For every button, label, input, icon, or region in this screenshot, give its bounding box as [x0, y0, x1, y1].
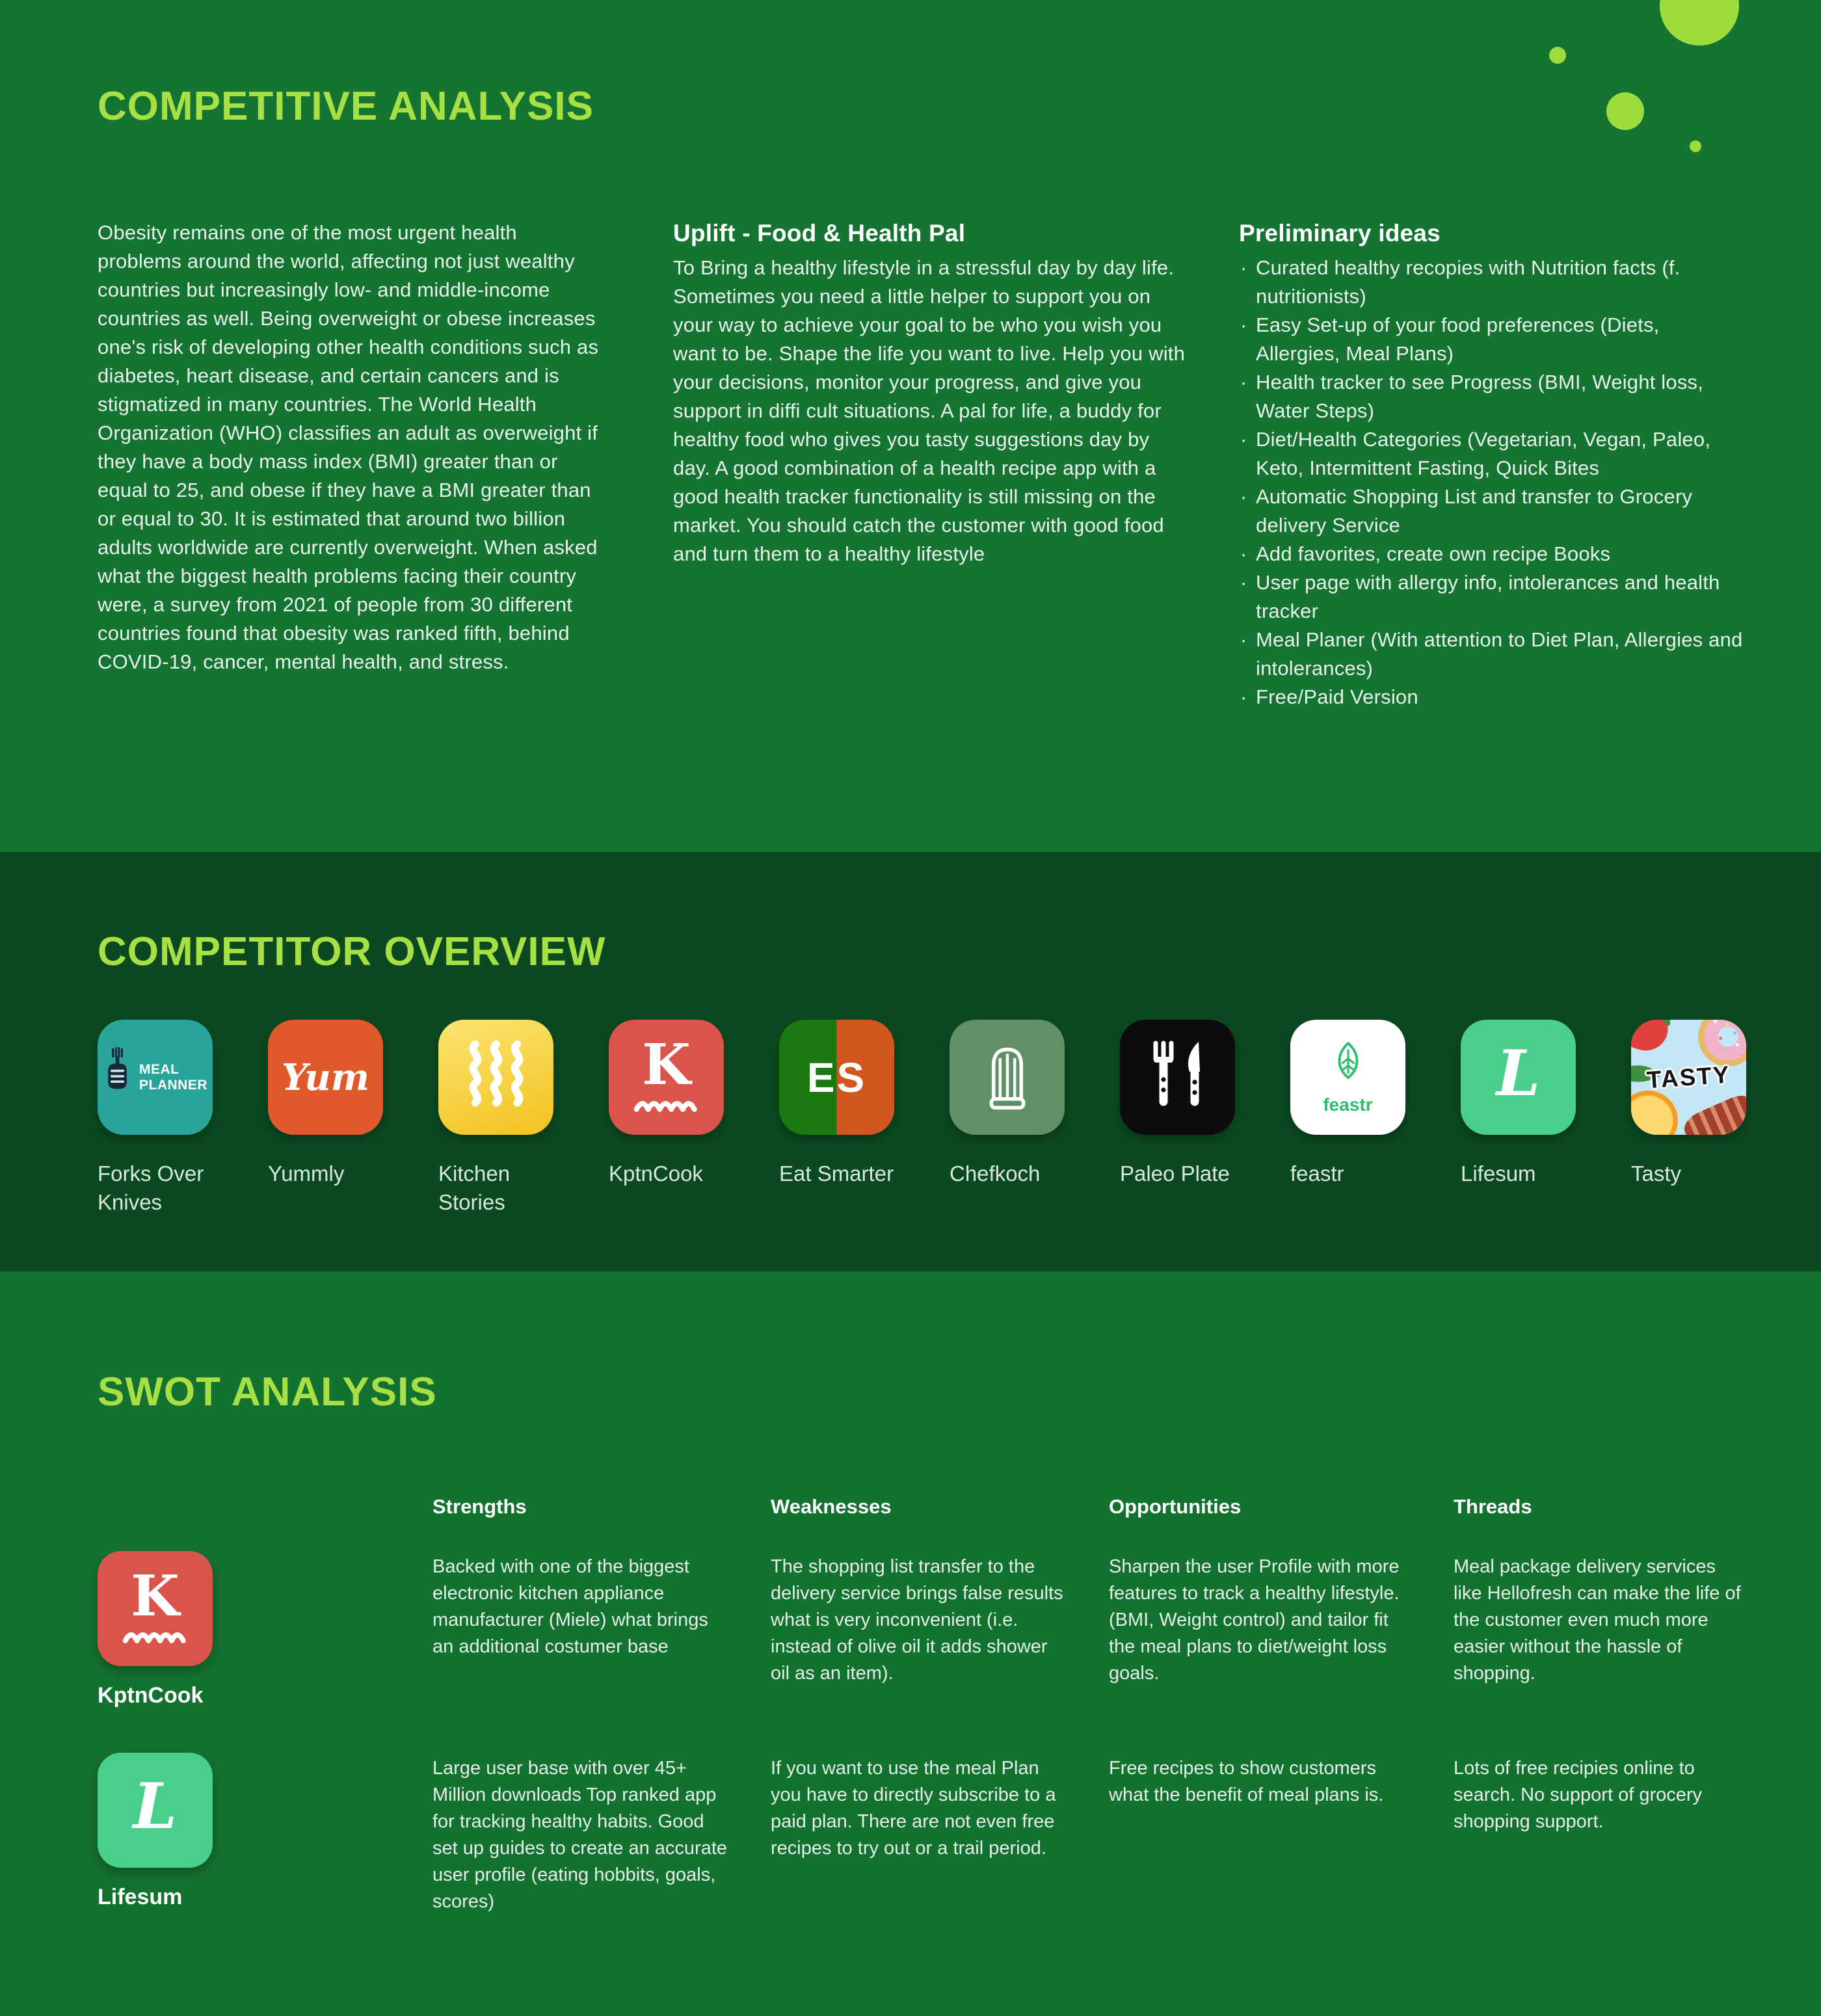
app-label: Chefkoch	[950, 1161, 1041, 1186]
kptncook-app-icon	[98, 1551, 213, 1666]
competitor-paleo-plate	[1120, 1020, 1235, 1217]
competitor-overview-title: COMPETITOR OVERVIEW	[98, 929, 606, 974]
chefkoch-app-icon	[950, 1020, 1065, 1135]
swot-app-label: KptnCook	[98, 1683, 204, 1708]
swot-cell-threads: Lots of free recipies online to search. No support of grocery shopping support.	[1454, 1758, 1703, 1832]
swot-header-strengths: Strengths	[432, 1495, 527, 1518]
swot-header-threads: Threads	[1454, 1495, 1532, 1518]
idea-bullet: · Health tracker to see Progress (BMI, Weight loss, Water Steps)	[1239, 368, 1746, 425]
competitor-yummly	[268, 1020, 383, 1217]
l-script-icon: L	[1496, 1037, 1541, 1110]
wave-icon	[630, 1093, 703, 1117]
app-label: KptnCook	[609, 1161, 703, 1186]
orange-slice-icon	[1631, 1091, 1678, 1135]
swot-cell-weaknesses: If you want to use the meal Plan you have to directly subscribe to a paid plan. There are not even free recipes to try out or a trail period.	[771, 1758, 1056, 1859]
tasty-app-icon	[1631, 1020, 1746, 1135]
decor-bubble-large	[1660, 0, 1739, 46]
competitor-kitchen-stories	[438, 1020, 553, 1217]
swot-cell-opportunities: Free recipes to show customers what the benefit of meal plans is.	[1109, 1758, 1384, 1805]
uplift-column	[673, 219, 1187, 568]
swot-header-opportunities: Opportunities	[1109, 1495, 1242, 1518]
forks-over-knives-app-icon	[98, 1020, 213, 1135]
meal-planner-wordmark: MEAL PLANNER	[139, 1061, 207, 1093]
obesity-intro-paragraph: Obesity remains one of the most urgent health problems around the world, affecting not just wealthy countries but increasingly low- and middle-income countries as well. Being overweight or obese increases one's risk of developing other health conditions such as diabetes, heart disease, and certain cancers and is stigmatized in many countries. The World Health Organization (WHO) classifies an adult as overweight if they have a body mass index (BMI) greater than or equal to 25, and obese if they have a BMI greater than or equal to 30. It is estimated that around two billion adults worldwide are currently overweight. When asked what the biggest health problems facing their country were, a survey from 2021 of people from 30 different countries found that obesity was ranked fifth, behind COVID-19, cancer, mental health, and stress.	[98, 221, 599, 673]
eat-smarter-app-icon	[779, 1020, 894, 1135]
preliminary-ideas-list	[1239, 254, 1746, 711]
idea-bullet: · Easy Set-up of your food preferences (Diets, Allergies, Meal Plans)	[1239, 311, 1746, 368]
idea-bullet: · Curated healthy recopies with Nutrition facts (f. nutritionists)	[1239, 254, 1746, 311]
swot-cell-threads: Meal package delivery services like Hellofresh can make the life of the customer even much more easier without the hassle of shopping.	[1454, 1556, 1741, 1684]
idea-bullet: · Add favorites, create own recipe Books	[1239, 540, 1746, 568]
preliminary-ideas-heading: Preliminary ideas	[1239, 220, 1441, 246]
kptncook-app-icon	[609, 1020, 724, 1135]
k-letter-glyph: K	[131, 1563, 179, 1629]
feastr-wordmark: feastr	[1323, 1094, 1373, 1115]
leaf-icon	[1323, 1039, 1374, 1093]
competitor-forks-over-knives	[98, 1020, 213, 1217]
app-label: Paleo Plate	[1120, 1161, 1230, 1186]
app-label: Kitchen Stories	[438, 1161, 511, 1214]
section-swot-analysis	[0, 1271, 1821, 2016]
preliminary-ideas-column	[1239, 219, 1746, 711]
fork-knife-icon	[1139, 1037, 1217, 1118]
swot-cell-weaknesses: The shopping list transfer to the delivery service brings false results what is very inconvenient (i.e. instead of olive oil it adds shower oil as an item).	[771, 1556, 1063, 1684]
page-title: COMPETITIVE ANALYSIS	[98, 84, 594, 129]
app-label: Lifesum	[1461, 1161, 1536, 1186]
competitor-feastr	[1290, 1020, 1405, 1217]
competitor-kptncook	[609, 1020, 724, 1217]
bacon-icon	[1680, 1090, 1746, 1135]
idea-bullet: · Meal Planer (With attention to Diet Plan, Allergies and intolerances)	[1239, 626, 1746, 683]
chef-hat-icon	[971, 1039, 1044, 1115]
yummly-app-icon	[268, 1020, 383, 1135]
competitor-app-row	[98, 1020, 1746, 1217]
idea-bullet: · User page with allergy info, intolerances and health tracker	[1239, 568, 1746, 626]
competitor-chefkoch	[950, 1020, 1065, 1217]
wave-icon	[119, 1625, 192, 1649]
app-label: Yummly	[268, 1161, 345, 1186]
yum-script-icon: Yum	[281, 1055, 370, 1099]
steam-squiggles-icon	[458, 1037, 535, 1117]
paleo-plate-app-icon	[1120, 1020, 1235, 1135]
decor-bubble-medium	[1606, 92, 1644, 130]
decor-bubble-tiny	[1690, 140, 1701, 152]
app-label: Forks Over Knives	[98, 1161, 204, 1214]
obesity-intro-column	[98, 219, 600, 676]
competitor-eat-smarter	[779, 1020, 894, 1217]
section-competitor-overview	[0, 852, 1821, 1271]
competitor-tasty	[1631, 1020, 1746, 1217]
competitor-lifesum	[1461, 1020, 1576, 1217]
feastr-app-icon	[1290, 1020, 1405, 1135]
idea-bullet: · Diet/Health Categories (Vegetarian, Vegan, Paleo, Keto, Intermittent Fasting, Quick Bites	[1239, 425, 1746, 483]
swot-cell-opportunities: Sharpen the user Profile with more features to track a healthy lifestyle. (BMI, Weight control) and tailor fit the meal plans to diet/weight loss goals.	[1109, 1556, 1400, 1684]
uplift-body: To Bring a healthy lifestyle in a stressful day by day life. Sometimes you need a little helper to support you on your way to achieve your goal to be who you wish you want to be. Shape the life you want to live. Help you with your decisions, monitor your progress, and give you support in diffi cult situations. A pal for life, a buddy for healthy food who gives you tasty suggestions day by day. A good combination of a health recipe app with a good health tracker functionality is still missing on the market. You should catch the customer with good food and turn them to a healthy lifestyle	[673, 256, 1186, 565]
decor-bubble-small	[1549, 47, 1566, 64]
donut-icon	[1698, 1020, 1746, 1067]
tasty-wordmark: TASTY	[1645, 1061, 1732, 1093]
lifesum-app-icon	[1461, 1020, 1576, 1135]
idea-bullet: · Automatic Shopping List and transfer to Grocery delivery Service	[1239, 483, 1746, 540]
uplift-heading: Uplift - Food & Health Pal	[673, 220, 966, 246]
lifesum-app-icon	[98, 1753, 213, 1868]
swot-cell-strengths: Large user base with over 45+ Million downloads Top ranked app for tracking healthy habits. Good set up guides to create an accurate user profile (eating hobbits, goals, scores)	[432, 1758, 728, 1912]
section-competitive-analysis	[0, 0, 1821, 852]
app-label: Eat Smarter	[779, 1161, 894, 1186]
swot-app-kptncook	[98, 1551, 397, 1708]
app-label: feastr	[1290, 1161, 1344, 1186]
k-letter-glyph: K	[642, 1032, 691, 1098]
swot-header-weaknesses: Weaknesses	[771, 1495, 892, 1518]
es-letters-icon: ES	[806, 1054, 867, 1101]
l-script-icon: L	[133, 1770, 178, 1843]
idea-bullet: · Free/Paid Version	[1239, 683, 1746, 711]
fork-fist-icon	[103, 1044, 133, 1110]
kitchen-stories-app-icon	[438, 1020, 553, 1135]
app-label: Tasty	[1631, 1161, 1682, 1186]
strawberry-icon	[1631, 1020, 1673, 1056]
swot-analysis-title: SWOT ANALYSIS	[98, 1370, 437, 1414]
swot-cell-strengths: Backed with one of the biggest electronic kitchen appliance manufacturer (Miele) what brings an additional costumer base	[432, 1556, 708, 1657]
swot-app-label: Lifesum	[98, 1885, 183, 1909]
swot-app-lifesum	[98, 1753, 397, 1910]
